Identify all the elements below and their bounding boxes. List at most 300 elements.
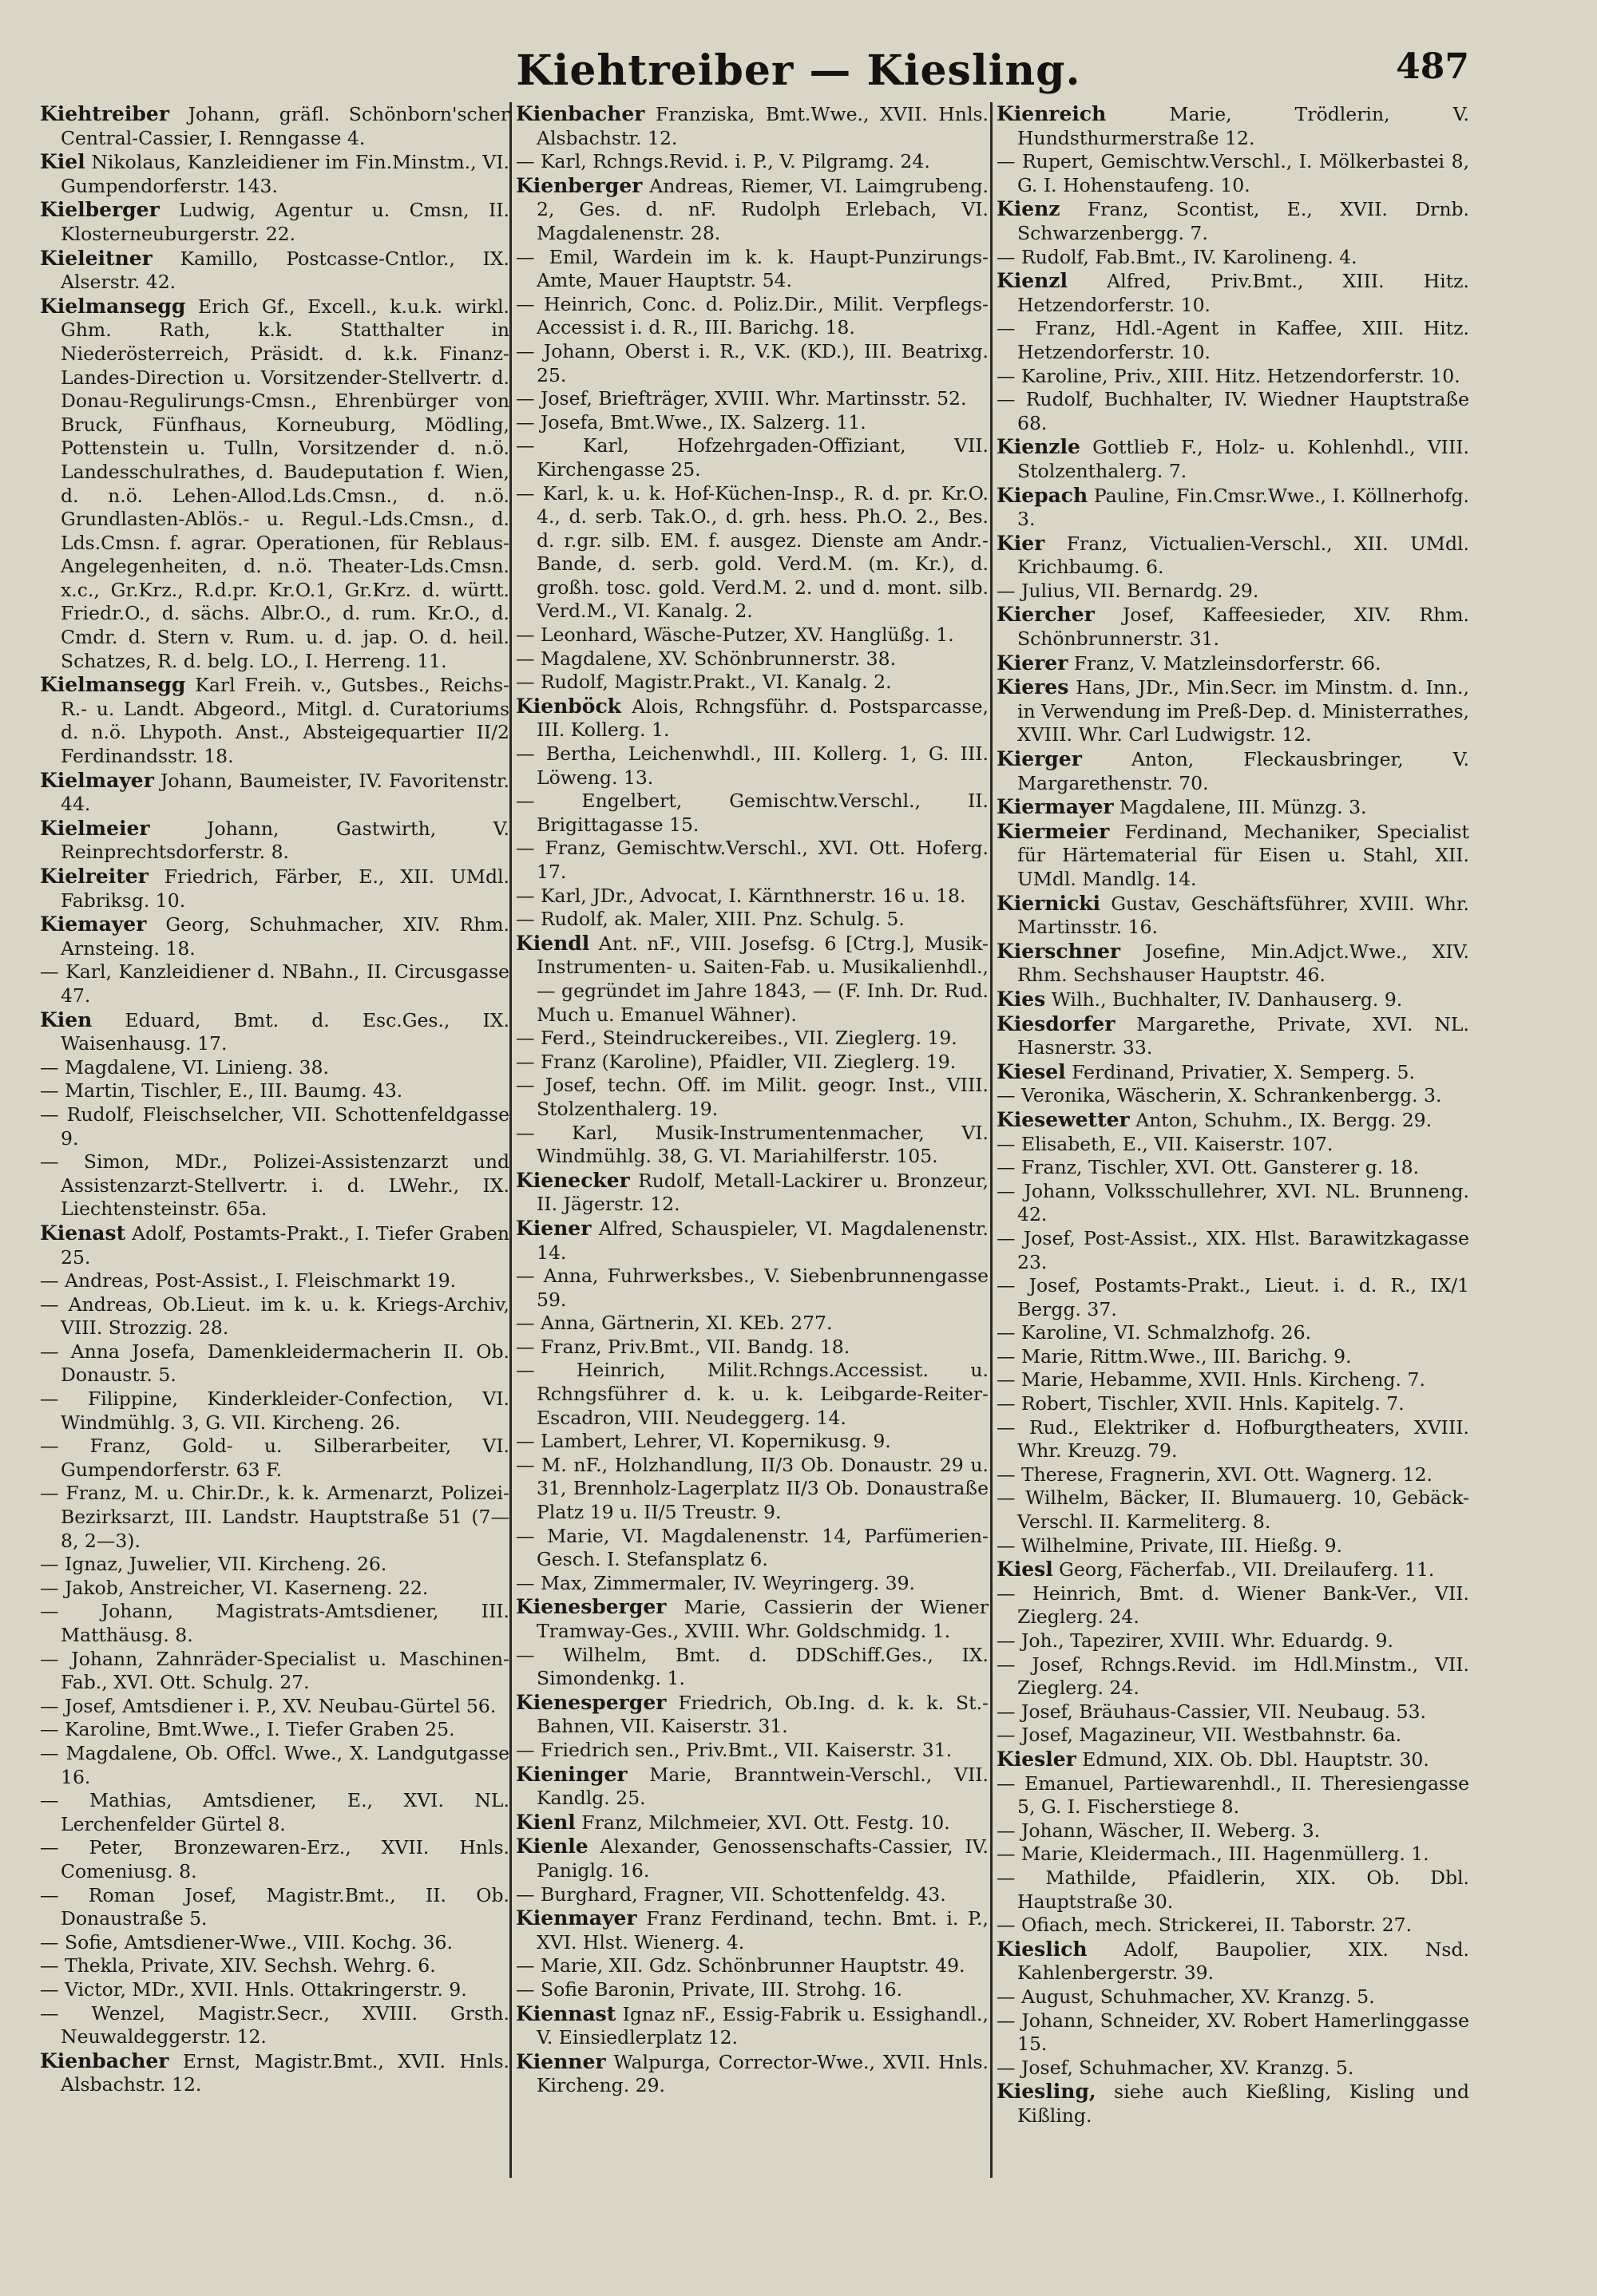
directory-entry <box>40 1435 509 1482</box>
directory-entry <box>40 1648 509 1695</box>
directory-entry <box>516 742 989 790</box>
entry-surname: Kieslich <box>997 1937 1088 1961</box>
directory-entry <box>516 1906 989 1954</box>
directory-entry <box>997 2080 1469 2128</box>
directory-entry <box>40 1340 509 1387</box>
directory-entry <box>40 673 509 768</box>
directory-entry <box>40 1884 509 1931</box>
directory-entry <box>997 1534 1469 1558</box>
entry-details: — Johann, Volksschullehrer, XVI. NL. Brunneng. 42. <box>997 1179 1469 1226</box>
directory-entry <box>997 1724 1469 1748</box>
entry-details: — Rudolf, Buchhalter, IV. Wiedner Hauptstraße 68. <box>997 388 1469 434</box>
entry-details: Franz Ferdinand, techn. Bmt. i. P., XVI. Hlst. Wienerg. 4. <box>537 1907 989 1954</box>
entry-surname: Kierer <box>997 651 1068 675</box>
directory-entry <box>997 2009 1469 2057</box>
entry-details: — Sofie Baronin, Private, III. Strohg. 16. <box>516 1977 902 2001</box>
entry-details: Johann, Gastwirth, V. Reinprechtsdorferstr. 8. <box>61 817 509 864</box>
entry-details: Wilh., Buchhalter, IV. Danhauserg. 9. <box>1045 988 1403 1011</box>
entry-details: — Rudolf, Fab.Bmt., IV. Karolineng. 4. <box>997 245 1357 268</box>
directory-entry <box>40 295 509 674</box>
entry-details: Josefine, Min.Adjct.Wwe., XIV. Rhm. Sechshauser Hauptstr. 46. <box>1017 940 1469 987</box>
directory-entry <box>516 411 989 435</box>
entry-details: — Marie, Kleidermach., III. Hagenmüllerg. 1. <box>997 1843 1429 1866</box>
entry-details: — Johann, Schneider, XV. Robert Hamerlinggasse 15. <box>997 2009 1469 2056</box>
directory-entry <box>997 940 1469 988</box>
directory-entry <box>997 1108 1469 1133</box>
entry-details: — Franz, Tischler, XVI. Ott. Gansterer g. 18. <box>997 1156 1420 1179</box>
directory-entry <box>997 1463 1469 1487</box>
entry-details: — Rudolf, Fleischselcher, VII. Schottenfeldgasse 9. <box>40 1102 509 1150</box>
entry-details: — Emil, Wardein im k. k. Haupt-Punzirungs-Amte, Mauer Hauptstr. 54. <box>516 245 989 292</box>
directory-entry <box>516 387 989 411</box>
entry-details: — Josefa, Bmt.Wwe., IX. Salzerg. 11. <box>516 410 866 433</box>
entry-details: — Wilhelmine, Private, III. Hießg. 9. <box>997 1534 1343 1557</box>
directory-entry <box>40 2049 509 2097</box>
directory-entry <box>40 1978 509 2002</box>
entry-details: Gustav, Geschäftsführer, XVIII. Whr. Martinsstr. 16. <box>1017 892 1469 939</box>
directory-entry <box>516 174 989 246</box>
directory-entry <box>40 960 509 1007</box>
directory-entry <box>40 1103 509 1150</box>
directory-entry <box>997 269 1469 317</box>
directory-entry <box>997 435 1469 483</box>
entry-details: — Sofie, Amtsdiener-Wwe., VIII. Kochg. 36. <box>40 1930 453 1954</box>
entry-details: — Heinrich, Milit.Rchngs.Accessist. u. Rchngsführer d. k. u. k. Leibgarde-Reiter-Escadron, VIII. Neudeggerg. 14. <box>516 1359 989 1429</box>
directory-entry <box>516 340 989 387</box>
entry-surname: Kieninger <box>516 1762 628 1786</box>
directory-entry <box>516 1978 989 2002</box>
entry-details: Nikolaus, Kanzleidiener im Fin.Minstm., VI. Gumpendorferstr. 143. <box>61 151 509 197</box>
entry-details: — Magdalene, XV. Schönbrunnerstr. 38. <box>516 647 897 670</box>
entry-details: — Simon, MDr., Polizei-Assistenzarzt und Assistenzarzt-Stellvertr. i. d. LWehr., IX. Liechtensteinstr. 65a. <box>40 1150 509 1221</box>
entry-details: — Martin, Tischler, E., III. Baumg. 43. <box>40 1079 403 1102</box>
directory-entry <box>40 865 509 912</box>
entry-surname: Kienbacher <box>40 2049 169 2072</box>
page-header <box>0 40 1597 104</box>
directory-entry <box>516 1359 989 1430</box>
entry-details: — Johann, Oberst i. R., V.K. (KD.), III. Beatrixg. 25. <box>516 339 989 386</box>
directory-entry <box>997 1653 1469 1700</box>
directory-entry <box>516 1525 989 1572</box>
directory-entry <box>997 388 1469 435</box>
directory-entry <box>40 1269 509 1293</box>
entry-details: Hans, JDr., Min.Secr. im Minstm. d. Inn., in Verwendung im Preß-Dep. d. Ministerrathes, XVIII. Whr. Carl Ludwigstr. 12. <box>1017 676 1469 746</box>
directory-entry <box>997 2057 1469 2080</box>
entry-details: Georg, Fächerfab., VII. Dreilauferg. 11. <box>1052 1558 1435 1581</box>
directory-entry <box>997 675 1469 747</box>
entry-details: — Johann, Zahnräder-Specialist u. Maschinen-Fab., XVI. Ott. Schulg. 27. <box>40 1647 509 1694</box>
entry-details: — Bertha, Leichenwhdl., III. Kollerg. 1, G. III. Löweng. 13. <box>516 742 989 789</box>
entry-details: — Andreas, Post-Assist., I. Fleischmarkt 19. <box>40 1269 457 1292</box>
entry-surname: Kies <box>997 987 1046 1011</box>
directory-entry <box>516 671 989 695</box>
entry-details: — Wilhelm, Bmt. d. DDSchiff.Ges., IX. Simondenkg. 1. <box>516 1643 989 1690</box>
entry-details: Alfred, Schauspieler, VI. Magdalenenstr. 14. <box>537 1217 989 1264</box>
directory-entry <box>997 1700 1469 1724</box>
entry-details: Friedrich, Färber, E., XII. UMdl. Fabriksg. 10. <box>61 865 509 912</box>
entry-surname: Kienzle <box>997 435 1080 459</box>
entry-details: Erich Gf., Excell., k.u.k. wirkl. Ghm. Rath, k.k. Statthalter in Niederösterreich, Präsidt. d. k.k. Finanz-Landes-Direction u. Vorsitzender-Stellvertr. d. Donau-Regulirungs-Cmsn., Ehrenbürger von Bruck, Fünfhaus, Korneuburg, Mödling, Pottenstein u. Tulln, Vorsitzender d. n.ö. Landesschulrathes, d. Baudeputation f. Wien, d. n.ö. Lehen-Allod.Lds.Cmsn., d. n.ö. Grundlasten-Ablös.- u. Regul.-Lds.Cmsn., d. Lds.Cmsn. f. agrar. Operationen, für Reblaus-Angelegenheiten, d. n.ö. Theater-Lds.Cmsn. x.c., Gr.Krz., R.d.pr. Kr.O.1, Gr.Krz. d. württ. Friedr.O., d. sächs. Albr.O., d. rum. Kr.O., d. Cmdr. d. Stern v. Rum. u. d. jap. O. d. heil. Schatzes, R. d. belg. LO., I. Herreng. 11. <box>61 295 509 672</box>
entry-details: Ignaz nF., Essig-Fabrik u. Essighandl., V. Einsiedlerplatz 12. <box>537 2002 989 2049</box>
directory-entry <box>997 1985 1469 2009</box>
entry-details: — Anna Josefa, Damenkleidermacherin II. Ob. Donaustr. 5. <box>40 1340 509 1387</box>
entry-details: Alfred, Priv.Bmt., XIII. Hitz. Hetzendorferstr. 10. <box>1017 270 1469 316</box>
directory-entry <box>40 1387 509 1435</box>
entry-details: Ferdinand, Mechaniker, Specialist für Härtematerial für Eisen u. Stahl, XII. UMdl. Mandlg. 14. <box>1017 820 1469 890</box>
directory-entry <box>516 1430 989 1454</box>
entry-details: Rudolf, Metall-Lackirer u. Bronzeur, II. Jägerstr. 12. <box>537 1169 989 1216</box>
directory-entry <box>997 1274 1469 1321</box>
entry-details: — Josef, techn. Off. im Milit. geogr. Inst., VIII. Stolzenthalerg. 19. <box>516 1074 989 1120</box>
page-number: 487 <box>1396 46 1469 87</box>
directory-entry <box>516 1763 989 1811</box>
entry-surname: Kienast <box>40 1221 126 1245</box>
entry-surname: Kienner <box>516 2049 606 2073</box>
entry-surname: Kien <box>40 1007 93 1031</box>
entry-details: Adolf, Postamts-Prakt., I. Tiefer Graben 25. <box>61 1221 509 1269</box>
entry-details: Franz, Victualien-Verschl., XII. UMdl. Krichbaumg. 6. <box>1017 532 1469 579</box>
entry-details: — Peter, Bronzewaren-Erz., XVII. Hnls. Comeniusg. 8. <box>40 1836 509 1882</box>
entry-details: — Karl, Musik-Instrumentenmacher, VI. Windmühlg. 38, G. VI. Mariahilferstr. 105. <box>516 1121 989 1168</box>
entry-details: — Wenzel, Magistr.Secr., XVIII. Grsth. Neuwaldeggerstr. 12. <box>40 2001 509 2049</box>
entry-details: Magdalene, III. Münzg. 3. <box>1113 796 1367 819</box>
entry-details: — Karl, Kanzleidiener d. NBahn., II. Circusgasse 47. <box>40 960 509 1007</box>
entry-surname: Kielmansegg <box>40 294 186 318</box>
directory-entry <box>40 1718 509 1742</box>
directory-entry <box>997 532 1469 580</box>
entry-surname: Kienbacher <box>516 102 645 125</box>
directory-entry <box>516 837 989 884</box>
entry-details: — Josef, Bräuhaus-Cassier, VII. Neubaug. 53. <box>997 1700 1426 1723</box>
entry-details: — Jakob, Anstreicher, VI. Kaserneng. 22. <box>40 1576 429 1599</box>
entry-surname: Kiennast <box>516 2001 616 2025</box>
entry-surname: Kiercher <box>997 603 1095 627</box>
entry-details: Alois, Rchngsführ. d. Postsparcasse, III. Kollerg. 1. <box>537 695 989 742</box>
directory-entry <box>997 1368 1469 1392</box>
entry-surname: Kiesewetter <box>997 1107 1130 1131</box>
entry-details: — Heinrich, Bmt. d. Wiener Bank-Ver., VII. Zieglerg. 24. <box>997 1581 1469 1629</box>
entry-surname: Kielmayer <box>40 768 154 792</box>
directory-entry <box>997 1866 1469 1914</box>
directory-entry <box>40 247 509 295</box>
entry-surname: Kienreich <box>997 102 1107 125</box>
entry-surname: Kiermayer <box>997 795 1114 819</box>
directory-entry <box>997 1843 1469 1866</box>
entry-details: — Johann, Magistrats-Amtsdiener, III. Matthäusg. 8. <box>40 1600 509 1646</box>
directory-entry <box>516 2050 989 2098</box>
entry-details: Andreas, Riemer, VI. Laimgrubeng. 2, Ges. d. nF. Rudolph Erlebach, VI. Magdalenenstr. 28. <box>537 174 989 244</box>
entry-surname: Kierger <box>997 747 1082 771</box>
entry-details: — Friedrich sen., Priv.Bmt., VII. Kaiserstr. 31. <box>516 1738 953 1761</box>
entry-details: — Josef, Briefträger, XVIII. Whr. Martinsstr. 52. <box>516 387 967 410</box>
directory-entry <box>516 908 989 932</box>
directory-entry <box>997 892 1469 940</box>
entry-details: — Andreas, Ob.Lieut. im k. u. k. Kriegs-Archiv, VIII. Strozzig. 28. <box>40 1292 509 1340</box>
directory-entry <box>516 1027 989 1051</box>
entry-details: — Victor, MDr., XVII. Hnls. Ottakringerstr. 9. <box>40 1977 467 2001</box>
columns-container <box>40 102 1469 2202</box>
entry-details: — Karl, JDr., Advocat, I. Kärnthnerstr. 16 u. 18. <box>516 884 966 907</box>
entry-details: — Karl, Rchngs.Revid. i. P., V. Pilgramg. 24. <box>516 150 930 173</box>
entry-details: Ferdinand, Privatier, X. Semperg. 5. <box>1065 1060 1415 1083</box>
entry-details: Eduard, Bmt. d. Esc.Ges., IX. Waisenhausg. 17. <box>61 1008 509 1055</box>
entry-surname: Kielberger <box>40 198 160 222</box>
entry-details: Georg, Schuhmacher, XIV. Rhm. Arnsteing. 18. <box>61 913 509 960</box>
directory-entry <box>40 1695 509 1719</box>
directory-entry <box>997 484 1469 532</box>
directory-entry <box>516 1454 989 1525</box>
directory-entry <box>997 1345 1469 1369</box>
directory-entry <box>516 1265 989 1312</box>
directory-entry <box>997 1012 1469 1060</box>
entry-details: — Lambert, Lehrer, VI. Kopernikusg. 9. <box>516 1430 891 1453</box>
directory-entry <box>997 197 1469 245</box>
directory-entry <box>516 1312 989 1336</box>
directory-entry <box>516 932 989 1027</box>
directory-entry <box>997 603 1469 651</box>
entry-details: — Johann, Wäscher, II. Weberg. 3. <box>997 1819 1321 1842</box>
entry-details: Franz, Milchmeier, XVI. Ott. Festg. 10. <box>575 1811 950 1834</box>
directory-entry <box>997 150 1469 197</box>
entry-surname: Kiernicki <box>997 891 1101 915</box>
entry-details: — Roman Josef, Magistr.Bmt., II. Ob. Donaustraße 5. <box>40 1883 509 1930</box>
entry-details: — Marie, XII. Gdz. Schönbrunner Hauptstr. 49. <box>516 1954 965 1977</box>
entry-details: — Ofiach, mech. Strickerei, II. Taborstr. 27. <box>997 1914 1413 1937</box>
directory-entry <box>997 1772 1469 1819</box>
entry-surname: Kieres <box>997 675 1069 699</box>
entry-details: — Franz, Priv.Bmt., VII. Bandg. 18. <box>516 1335 850 1358</box>
entry-details: — Franz, M. u. Chir.Dr., k. k. Armenarzt, Polizei-Bezirksarzt, III. Landstr. Hauptstraße 51 (7—8, 2—3). <box>40 1482 509 1552</box>
entry-details: — Burghard, Fragner, VII. Schottenfeldg. 43. <box>516 1882 946 1906</box>
entry-details: — Wilhelm, Bäcker, II. Blumauerg. 10, Gebäck-Verschl. II. Karmeliterg. 8. <box>997 1486 1469 1534</box>
entry-surname: Kiesel <box>997 1059 1066 1083</box>
directory-entry <box>40 1221 509 1269</box>
entry-details: Franz, V. Matzleinsdorferstr. 66. <box>1068 651 1381 675</box>
entry-surname: Kienz <box>997 197 1060 221</box>
entry-details: — Franz, Hdl.-Agent in Kaffee, XIII. Hitz. Hetzendorferstr. 10. <box>997 317 1469 363</box>
directory-entry <box>997 988 1469 1012</box>
entry-details: — Max, Zimmermaler, IV. Weyringerg. 39. <box>516 1571 916 1594</box>
entry-details: — Emanuel, Partiewarenhdl., II. Theresiengasse 5, G. I. Fischerstiege 8. <box>997 1771 1469 1819</box>
entry-details: Anton, Schuhm., IX. Bergg. 29. <box>1129 1108 1433 1131</box>
entry-details: Franziska, Bmt.Wwe., XVII. Hnls. Alsbachstr. 12. <box>537 103 989 149</box>
directory-entry <box>516 1572 989 1596</box>
entry-details: Ernst, Magistr.Bmt., XVII. Hnls. Alsbachstr. 12. <box>61 2049 509 2096</box>
directory-entry <box>997 1582 1469 1629</box>
entry-details: Marie, Branntwein-Verschl., VII. Kandlg. 25. <box>537 1763 989 1810</box>
entry-surname: Kienesperger <box>516 1690 667 1714</box>
entry-details: — Julius, VII. Bernardg. 29. <box>997 579 1259 602</box>
directory-entry <box>997 1060 1469 1085</box>
entry-details: — Marie, Hebamme, XVII. Hnls. Kircheng. 7. <box>997 1368 1425 1391</box>
entry-surname: Kiehtreiber <box>40 102 169 125</box>
entry-surname: Kienesberger <box>516 1595 667 1619</box>
entry-details: — Thekla, Private, XIV. Sechsh. Wehrg. 6. <box>40 1954 436 1977</box>
entry-details: Marie, Cassierin der Wiener Tramway-Ges., XVIII. Whr. Goldschmidg. 1. <box>537 1596 989 1642</box>
directory-entry <box>516 434 989 481</box>
page-title: Kiehtreiber — Kiesling. <box>516 46 1081 95</box>
directory-entry <box>516 1595 989 1643</box>
entry-details: — Elisabeth, E., VII. Kaiserstr. 107. <box>997 1132 1333 1155</box>
entry-surname: Kienberger <box>516 173 643 197</box>
entry-details: — Marie, Rittm.Wwe., III. Barichg. 9. <box>997 1344 1352 1368</box>
entry-details: — Magdalene, VI. Linieng. 38. <box>40 1055 329 1079</box>
directory-entry <box>40 1789 509 1836</box>
entry-details: — Ferd., Steindruckereibes., VII. Zieglerg. 19. <box>516 1027 957 1050</box>
directory-entry <box>997 1416 1469 1463</box>
entry-details: Margarethe, Private, XVI. NL. Hasnerstr. 33. <box>1017 1012 1469 1059</box>
directory-entry <box>997 1914 1469 1938</box>
entry-details: — Mathilde, Pfaidlerin, XIX. Ob. Dbl. Hauptstraße 30. <box>997 1866 1469 1913</box>
entry-details: Alexander, Genossenschafts-Cassier, IV. Paniglg. 16. <box>537 1835 989 1882</box>
entry-details: — Karoline, Priv., XIII. Hitz. Hetzendorferstr. 10. <box>997 364 1460 387</box>
entry-surname: Kiesdorfer <box>997 1011 1116 1035</box>
entry-details: Gottlieb F., Holz- u. Kohlenhdl., VIII. Stolzenthalerg. 7. <box>1017 436 1469 482</box>
directory-entry <box>516 1835 989 1882</box>
directory-entry <box>516 482 989 624</box>
entry-details: Friedrich, Ob.Ing. d. k. k. St.-Bahnen, VII. Kaiserstr. 31. <box>537 1691 989 1738</box>
entry-details: — Josef, Rchngs.Revid. im Hdl.Minstm., VII. Zieglerg. 24. <box>997 1653 1469 1700</box>
entry-details: Ludwig, Agentur u. Cmsn, II. Klosterneuburgerstr. 22. <box>61 199 509 245</box>
entry-details: — Mathias, Amtsdiener, E., XVI. NL. Lerchenfelder Gürtel 8. <box>40 1789 509 1835</box>
entry-surname: Kiermeier <box>997 819 1110 843</box>
column-3 <box>997 102 1469 2186</box>
directory-entry <box>997 1180 1469 1227</box>
entry-surname: Kienl <box>516 1810 576 1834</box>
entry-surname: Kier <box>997 531 1045 555</box>
directory-entry <box>997 1748 1469 1772</box>
directory-entry <box>997 747 1469 795</box>
directory-entry <box>40 912 509 960</box>
directory-entry <box>997 1227 1469 1274</box>
directory-entry <box>40 1553 509 1577</box>
directory-entry <box>40 1600 509 1647</box>
directory-entry <box>997 1084 1469 1108</box>
directory-entry <box>516 1811 989 1835</box>
directory-entry <box>997 365 1469 389</box>
entry-details: — Franz, Gemischtw.Verschl., XVI. Ott. Hoferg. 17. <box>516 837 989 883</box>
entry-details: — Josef, Post-Assist., XIX. Hlst. Barawitzkagasse 23. <box>997 1226 1469 1273</box>
directory-entry <box>997 1558 1469 1582</box>
entry-details: Ant. nF., VIII. Josefsg. 6 [Ctrg.], Musik-Instrumenten- u. Saiten-Fab. u. Musikalienhdl., — gegründet im Jahre 1843, — (F. Inh. Dr. Rud. Much u. Emanuel Wähner). <box>537 932 989 1026</box>
column-1 <box>40 102 509 2186</box>
entry-details: — Franz, Gold- u. Silberarbeiter, VI. Gumpendorferstr. 63 F. <box>40 1435 509 1481</box>
entry-surname: Kiener <box>516 1216 592 1240</box>
directory-entry <box>997 1156 1469 1180</box>
entry-details: — Therese, Fragnerin, XVI. Ott. Wagnerg. 12. <box>997 1463 1433 1486</box>
entry-details: Kamillo, Postcasse-Cntlor., IX. Alserstr. 42. <box>61 247 509 294</box>
entry-details: — Joh., Tapezirer, XVIII. Whr. Eduardg. 9. <box>997 1629 1393 1652</box>
entry-details: siehe auch Kießling, Kisling und Kißling. <box>1017 2080 1469 2127</box>
column-2 <box>516 102 989 2186</box>
entry-details: — Filippine, Kinderkleider-Confection, VI. Windmühlg. 3, G. VII. Kircheng. 26. <box>40 1387 509 1434</box>
entry-details: Edmund, XIX. Ob. Dbl. Hauptstr. 30. <box>1076 1748 1429 1771</box>
entry-surname: Kienböck <box>516 694 622 718</box>
directory-entry <box>40 1577 509 1601</box>
directory-entry <box>516 1122 989 1169</box>
directory-entry <box>997 1938 1469 1985</box>
directory-entry <box>40 1079 509 1103</box>
directory-entry <box>516 1336 989 1360</box>
directory-entry <box>516 1074 989 1121</box>
directory-entry <box>516 623 989 647</box>
directory-entry <box>516 1169 989 1217</box>
entry-details: Walpurga, Corrector-Wwe., XVII. Hnls. Kircheng. 29. <box>537 2050 989 2097</box>
entry-surname: Kiepach <box>997 483 1088 507</box>
entry-details: — Karl, Hofzehrgaden-Offiziant, VII. Kirchengasse 25. <box>516 434 989 481</box>
entry-surname: Kienle <box>516 1835 588 1859</box>
entry-surname: Kiesler <box>997 1747 1076 1771</box>
directory-entry <box>997 246 1469 270</box>
entry-surname: Kielreiter <box>40 865 149 888</box>
entry-details: Johann, gräfl. Schönborn'scher Central-Cassier, I. Renngasse 4. <box>61 103 509 149</box>
directory-entry <box>997 317 1469 364</box>
entry-details: — Josef, Magazineur, VII. Westbahnstr. 6a. <box>997 1724 1402 1747</box>
directory-entry <box>997 1819 1469 1843</box>
entry-surname: Kierschner <box>997 939 1121 963</box>
entry-details: — Veronika, Wäscherin, X. Schrankenbergg. 3. <box>997 1084 1442 1107</box>
entry-surname: Kielmansegg <box>40 673 186 697</box>
directory-entry <box>40 2002 509 2049</box>
directory-entry <box>40 769 509 817</box>
directory-entry <box>516 246 989 293</box>
entry-details: — Rudolf, ak. Maler, XIII. Pnz. Schulg. 5. <box>516 908 905 931</box>
entry-details: — Rudolf, Magistr.Prakt., VI. Kanalg. 2. <box>516 671 892 694</box>
directory-entry <box>997 1629 1469 1653</box>
directory-entry <box>997 651 1469 676</box>
entry-details: Pauline, Fin.Cmsr.Wwe., I. Köllnerhofg. 3. <box>1017 484 1469 531</box>
directory-entry <box>40 1293 509 1340</box>
entry-details: — Rud., Elektriker d. Hofburgtheaters, XVIII. Whr. Kreuzg. 79. <box>997 1415 1469 1463</box>
entry-details: — Josef, Schuhmacher, XV. Kranzg. 5. <box>997 2056 1354 2079</box>
entry-details: — Franz (Karoline), Pfaidler, VII. Zieglerg. 19. <box>516 1050 957 1073</box>
directory-entry <box>997 1133 1469 1157</box>
entry-details: — Karoline, VI. Schmalzhofg. 26. <box>997 1321 1312 1344</box>
directory-entry <box>40 1482 509 1553</box>
entry-details: — Karl, k. u. k. Hof-Küchen-Insp., R. d. pr. Kr.O. 4., d. serb. Tak.O., d. grh. hess. Ph.O. 2., Bes. d. r.gr. silb. EM. f. ausgez. Dienste am Andr.-Bande, d. serb. gold. Verd.M. (m. Kr.), d. großh. tosc. gold. Verd.M. 2. und d. mont. silb. Verd.M., VI. Kanalg. 2. <box>516 481 989 623</box>
directory-entry <box>40 102 509 150</box>
entry-details: — Leonhard, Wäsche-Putzer, XV. Hanglüßg. 1. <box>516 623 954 647</box>
directory-entry <box>516 102 989 150</box>
entry-details: — Anna, Gärtnerin, XI. KEb. 277. <box>516 1312 833 1335</box>
entry-details: Karl Freih. v., Gutsbes., Reichs-R.- u. Landt. Abgeord., Mitgl. d. Curatoriums d. n.ö. Lhypoth. Anst., Absteigequartier II/2 Ferdinandsstr. 18. <box>61 674 509 768</box>
directory-entry <box>40 817 509 865</box>
entry-surname: Kiemayer <box>40 912 147 936</box>
entry-details: — Marie, VI. Magdalenenstr. 14, Parfümerien-Gesch. I. Stefansplatz 6. <box>516 1524 989 1571</box>
entry-details: — Josef, Postamts-Prakt., Lieut. i. d. R., IX/1 Bergg. 37. <box>997 1274 1469 1320</box>
entry-details: Josef, Kaffeesieder, XIV. Rhm. Schönbrunnerstr. 31. <box>1017 604 1469 651</box>
directory-entry <box>40 1742 509 1789</box>
entry-details: — M. nF., Holzhandlung, II/3 Ob. Donaustr. 29 u. 31, Brennholz-Lagerplatz II/3 Ob. Donaustraße Platz 19 u. II/5 Treustr. 9. <box>516 1453 989 1524</box>
directory-entry <box>40 1931 509 1955</box>
directory-entry <box>40 198 509 246</box>
entry-surname: Kienmayer <box>516 1906 637 1930</box>
directory-entry <box>997 1392 1469 1416</box>
entry-details: Marie, Trödlerin, V. Hundsthurmerstraße 12. <box>1017 103 1469 149</box>
directory-entry <box>516 1217 989 1265</box>
directory-entry <box>516 150 989 174</box>
directory-entry <box>516 1954 989 1978</box>
directory-entry <box>516 1051 989 1075</box>
entry-details: — Josef, Amtsdiener i. P., XV. Neubau-Gürtel 56. <box>40 1694 497 1717</box>
directory-entry <box>516 647 989 671</box>
entry-surname: Kienecker <box>516 1168 630 1192</box>
directory-entry <box>40 1954 509 1978</box>
entry-details: Anton, Fleckausbringer, V. Margarethenstr. 70. <box>1017 748 1469 794</box>
entry-details: — Ignaz, Juwelier, VII. Kircheng. 26. <box>40 1553 387 1576</box>
directory-entry <box>997 102 1469 150</box>
entry-surname: Kiesling, <box>997 2080 1096 2104</box>
